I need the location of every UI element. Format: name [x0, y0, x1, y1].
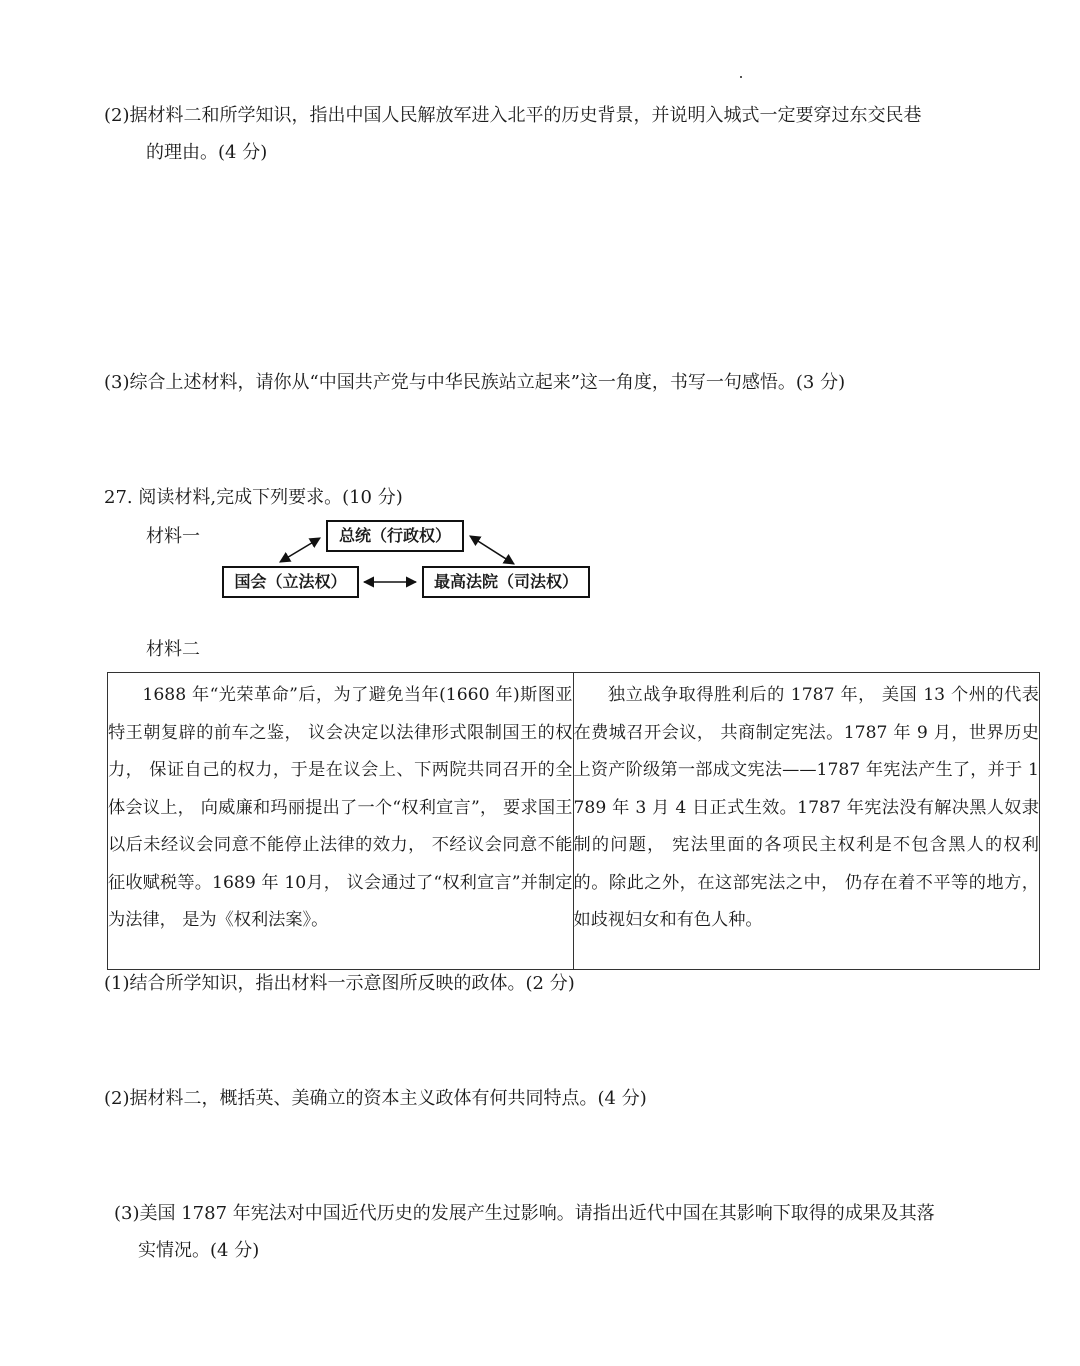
- president-box: 总统（行政权）: [326, 520, 464, 552]
- q26-sub2-line1: (2)据材料二和所学知识，指出中国人民解放军进入北平的历史背景，并说明入城式一定要穿过东交民巷: [104, 105, 922, 126]
- scan-speck: [740, 76, 742, 78]
- q27-sub1: (1)结合所学知识，指出材料一示意图所反映的政体。(2 分): [104, 973, 575, 994]
- material2-england-text: 1688 年“光荣革命”后，为了避免当年(1660 年)斯图亚特王朝复辟的前车之鉴， 议会决定以法律形式限制国王的权力， 保证自己的权力，于是在议会上、下两院共同召开的全体会议上， 向威廉和玛丽提出了一个“权利宣言”， 要求国王以后未经议会同意不能停止法律的效力， 不经议会同意不能征收赋税等。1689 年 10月， 议会通过了“权利宣言”并制定为法律， 是为《权利法案》。: [108, 685, 573, 930]
- q27-sub3-line2: 实情况。(4 分): [138, 1240, 260, 1261]
- congress-box: 国会（立法权）: [222, 566, 359, 598]
- q27-heading: 27. 阅读材料,完成下列要求。(10 分): [104, 487, 403, 508]
- material2-usa-cell: [574, 673, 1040, 969]
- court-box: 最高法院（司法权）: [422, 566, 590, 598]
- q27-sub3-line1: (3)美国 1787 年宪法对中国近代历史的发展产生过影响。请指出近代中国在其影响下取得的成果及其落: [114, 1203, 935, 1224]
- q27-sub2: (2)据材料二，概括英、美确立的资本主义政体有何共同特点。(4 分): [104, 1088, 647, 1109]
- material2-label: 材料二: [146, 639, 200, 660]
- material2-england-cell: [108, 673, 574, 969]
- material1-label: 材料一: [146, 526, 200, 547]
- q26-sub2-line2: 的理由。(4 分): [146, 142, 268, 163]
- arrow-president-congress: [280, 538, 320, 562]
- q26-sub3: (3)综合上述材料，请你从“中国共产党与中华民族站立起来”这一角度，书写一句感悟。(3 分): [104, 372, 846, 393]
- arrow-president-court: [470, 536, 514, 564]
- separation-of-powers-diagram: [222, 518, 592, 602]
- material2-table: [107, 672, 1040, 970]
- material2-usa-text: 独立战争取得胜利后的 1787 年， 美国 13 个州的代表在费城召开会议， 共商制定宪法。1787 年 9 月，世界历史上资产阶级第一部成文宪法——1787 年宪法产生了，并于 1789 年 3 月 4 日正式生效。1787 年宪法没有解决黑人奴隶制的问题， 宪法里面的各项民主权利是不包含黑人的权利的。除此之外，在这部宪法之中， 仍存在着不平等的地方， 如歧视妇女和有色人种。: [573, 685, 1039, 930]
